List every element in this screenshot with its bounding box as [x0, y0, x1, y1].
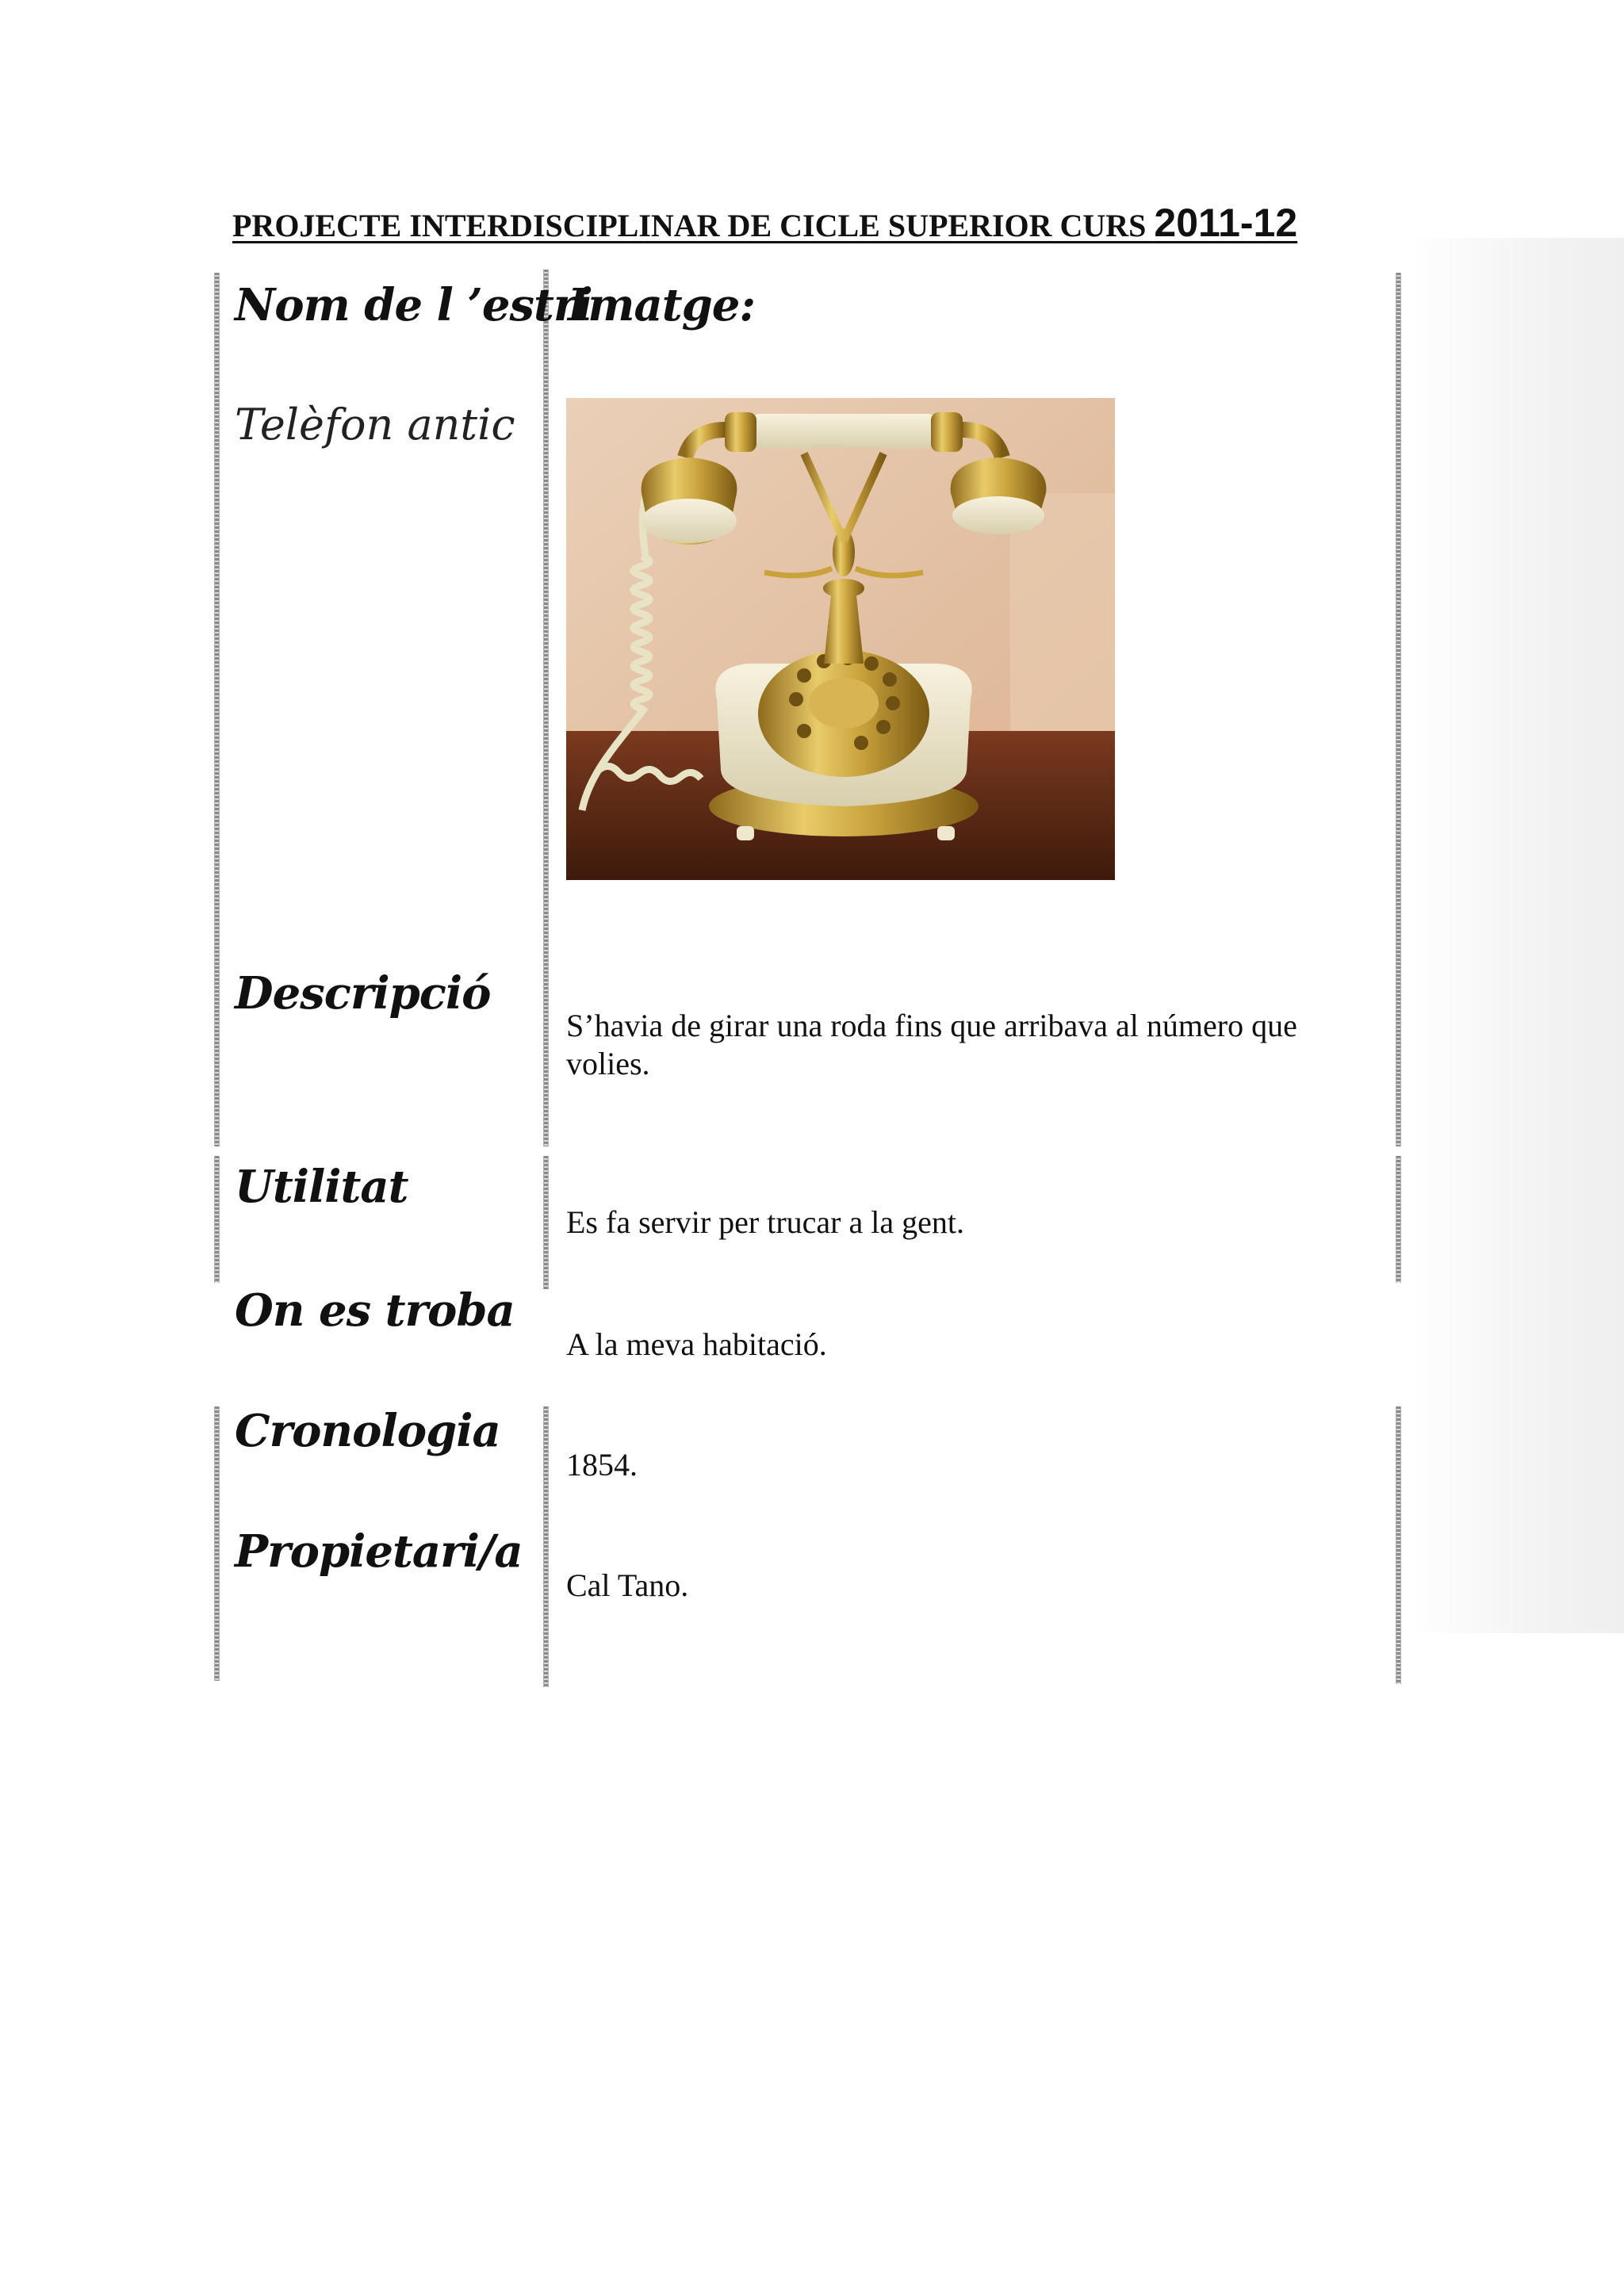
utility-value: Es fa servir per trucar a la gent. — [566, 1204, 964, 1240]
image-label: Imatge: — [568, 279, 756, 331]
document-title-text: PROJECTE INTERDISCIPLINAR DE CICLE SUPERIOR CURS — [232, 208, 1155, 243]
document-title — [232, 200, 1297, 246]
table-border-right-3 — [1396, 1406, 1401, 1684]
owner-label: Propietari/a — [235, 1525, 523, 1578]
owner-value: Cal Tano. — [566, 1567, 689, 1603]
chronology-value: 1854. — [566, 1447, 638, 1483]
rotary-telephone-photo — [566, 398, 1115, 880]
table-border-mid-3 — [543, 1406, 549, 1687]
document-title-year: 2011-12 — [1154, 201, 1298, 245]
table-border-left-3 — [214, 1406, 220, 1681]
item-name: Telèfon antic — [235, 400, 515, 450]
table-border-mid-2 — [543, 1156, 549, 1289]
page-edge-shadow — [1410, 238, 1624, 1633]
description-label: Descripció — [235, 967, 491, 1020]
location-label: On es troba — [235, 1284, 515, 1337]
table-border-left-1 — [214, 273, 220, 1146]
location-value: A la meva habitació. — [566, 1326, 827, 1362]
table-border-left-2 — [214, 1156, 220, 1283]
table-border-right-1 — [1396, 273, 1401, 1146]
utility-label: Utilitat — [235, 1161, 408, 1213]
description-value: S’havia de girar una roda fins que arribava al número que volies. — [566, 1008, 1297, 1081]
name-label: Nom de l ’estri — [235, 279, 592, 331]
chronology-label: Cronologia — [235, 1405, 500, 1457]
table-border-right-2 — [1396, 1156, 1401, 1283]
table-border-mid-1 — [543, 270, 549, 1146]
